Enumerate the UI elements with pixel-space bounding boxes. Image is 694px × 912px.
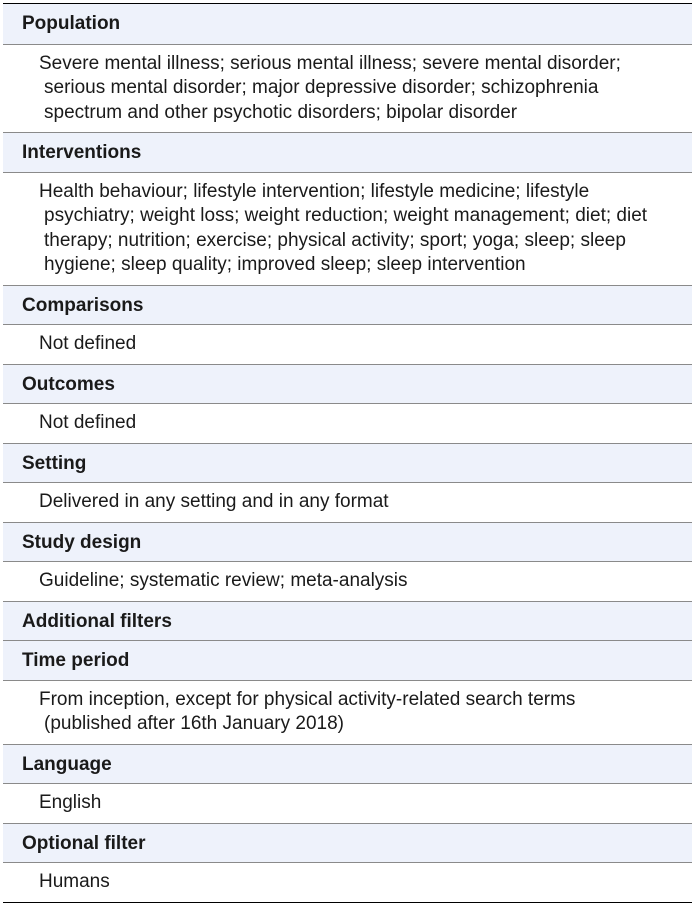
section-header-comparisons: Comparisons [3, 285, 692, 325]
section-header-optional-filter: Optional filter [3, 823, 692, 863]
text-line: therapy; nutrition; exercise; physical activity; sport; yoga; sleep; sleep [44, 229, 626, 251]
text-line: Guideline; systematic review; meta-analysis [39, 570, 408, 591]
text-line: Not defined [39, 412, 137, 433]
text-line: psychiatry; weight loss; weight reduction; weight management; diet; diet [44, 205, 648, 226]
section-header-language: Language [3, 744, 692, 784]
section-body-optional-filter [3, 862, 692, 902]
section-body-population [3, 44, 692, 133]
text-line: serious mental disorder; major depressive disorder; schizophrenia [44, 77, 599, 98]
text-line: From inception, except for physical activity-related search terms [39, 688, 576, 710]
section-body-study-design [3, 561, 692, 601]
section-header-interventions: Interventions [3, 132, 692, 172]
text-line: hygiene; sleep quality; improved sleep; sleep intervention [44, 254, 526, 275]
section-body-comparisons [3, 324, 692, 364]
section-header-population: Population [3, 4, 692, 44]
section-header-time-period: Time period [3, 640, 692, 680]
text-line: Not defined [39, 333, 137, 354]
text-line: Health behaviour; lifestyle intervention; lifestyle medicine; lifestyle [39, 180, 590, 202]
section-body-setting [3, 482, 692, 522]
section-body-time-period [3, 680, 692, 744]
section-body-interventions [3, 172, 692, 285]
text-line: Humans [39, 871, 110, 892]
text-line: (published after 16th January 2018) [44, 713, 344, 734]
text-line: spectrum and other psychotic disorders; bipolar disorder [44, 101, 518, 123]
text-line: Delivered in any setting and in any format [39, 491, 389, 512]
section-body-outcomes [3, 403, 692, 443]
section-header-study-design: Study design [3, 522, 692, 562]
pico-criteria-table [3, 3, 692, 903]
section-header-outcomes: Outcomes [3, 364, 692, 404]
section-body-language [3, 783, 692, 823]
section-header-setting: Setting [3, 443, 692, 483]
text-line: English [39, 792, 102, 813]
section-header-additional-filters: Additional filters [3, 601, 692, 641]
text-line: Severe mental illness; serious mental illness; severe mental disorder; [39, 52, 621, 74]
